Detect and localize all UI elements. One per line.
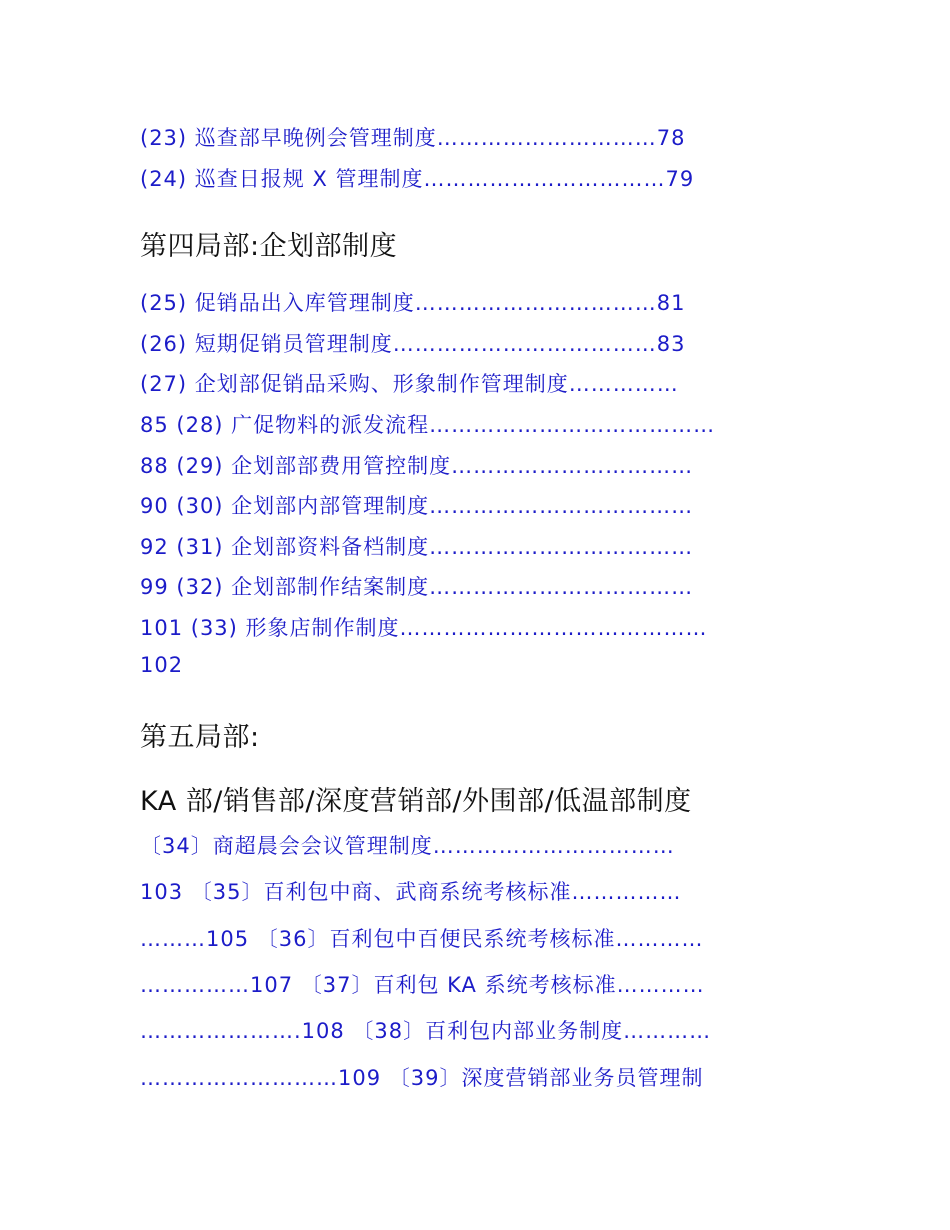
toc-entry-36[interactable]: ………105 〔36〕百利包中百便民系统考核标准………… <box>140 927 704 951</box>
toc-entry-23[interactable]: (23) 巡查部早晚例会管理制度…………………………78 <box>140 126 686 150</box>
toc-entry-34[interactable]: 〔34〕商超晨会会议管理制度…………………………… <box>140 834 675 858</box>
toc-entry-24[interactable]: (24) 巡查日报规 X 管理制度……………………………79 <box>140 167 695 191</box>
toc-entry-33[interactable]: 101 (33) 形象店制作制度…………………………………… <box>140 616 708 640</box>
section-heading-part-5: 第五局部: <box>140 722 260 753</box>
toc-entry-28[interactable]: 85 (28) 广促物料的派发流程………………………………… <box>140 413 716 437</box>
toc-entry-30[interactable]: 90 (30) 企划部内部管理制度……………………………… <box>140 494 694 518</box>
toc-entry-38[interactable]: ………………….108 〔38〕百利包内部业务制度………… <box>140 1019 712 1043</box>
toc-entry-29[interactable]: 88 (29) 企划部部费用管控制度…………………………… <box>140 454 694 478</box>
section-heading-part-5-departments: KA 部/销售部/深度营销部/外围部/低温部制度 <box>140 786 692 817</box>
toc-entry-39[interactable]: ………………………109 〔39〕深度营销部业务员管理制 <box>140 1066 704 1090</box>
toc-entry-31[interactable]: 92 (31) 企划部资料备档制度……………………………… <box>140 535 694 559</box>
toc-entry-37[interactable]: ……………107 〔37〕百利包 KA 系统考核标准………… <box>140 973 705 997</box>
section-heading-part-4: 第四局部:企划部制度 <box>140 231 398 262</box>
toc-entry-26[interactable]: (26) 短期促销员管理制度………………………………83 <box>140 332 686 356</box>
toc-entry-32[interactable]: 99 (32) 企划部制作结案制度……………………………… <box>140 575 694 599</box>
toc-entry-35[interactable]: 103 〔35〕百利包中商、武商系统考核标准…………… <box>140 880 682 904</box>
toc-entry-25[interactable]: (25) 促销品出入库管理制度……………………………81 <box>140 291 686 315</box>
toc-page-number[interactable]: 102 <box>140 653 184 677</box>
toc-entry-27[interactable]: (27) 企划部促销品采购、形象制作管理制度…………… <box>140 372 679 396</box>
